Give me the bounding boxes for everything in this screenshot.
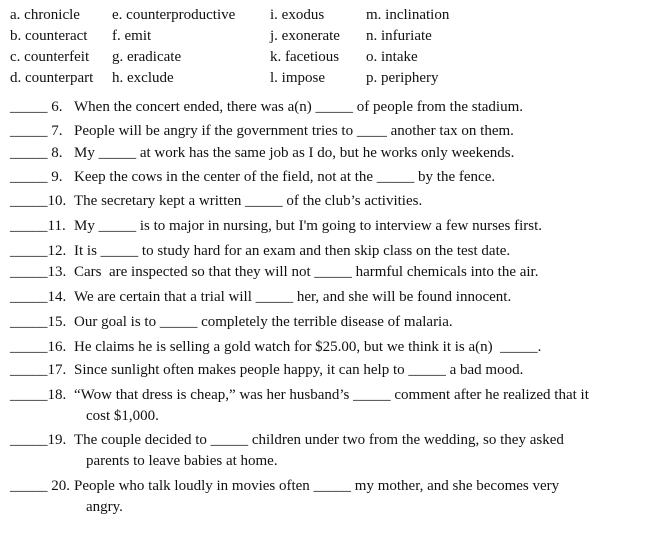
word-option: d. counterpart: [10, 70, 94, 86]
question-item-13: [10, 262, 640, 283]
question-item-17: [10, 360, 640, 381]
question-text: Our goal is to _____ completely the terrible disease of malaria.: [74, 314, 453, 330]
question-item-6: [10, 97, 640, 118]
question-text: We are certain that a trial will _____ her, and she will be found innocent.: [74, 289, 512, 305]
word-bank: [10, 5, 510, 91]
answer-blank-number[interactable]: _____18.: [10, 387, 67, 403]
word-option: f. emit: [112, 28, 152, 44]
word-bank-column-4: [366, 5, 449, 89]
question-text: The secretary kept a written _____ of the club’s activities.: [74, 193, 423, 209]
answer-blank-number[interactable]: _____15.: [10, 314, 67, 330]
question-item-9: [10, 167, 640, 188]
question-text: My _____ is to major in nursing, but I'm going to interview a few nurses first.: [74, 218, 543, 234]
answer-blank-number[interactable]: _____11.: [10, 218, 66, 234]
answer-blank-number[interactable]: _____12.: [10, 243, 67, 259]
question-text: Keep the cows in the center of the field, not at the _____ by the fence.: [74, 169, 496, 185]
question-item-14: [10, 287, 640, 308]
word-option: a. chronicle: [10, 7, 80, 23]
question-text: The couple decided to _____ children under two from the wedding, so they asked: [74, 432, 564, 448]
question-item-7: [10, 121, 640, 142]
answer-blank-number[interactable]: _____ 6.: [10, 99, 63, 115]
question-text: It is _____ to study hard for an exam and then skip class on the test date.: [74, 243, 511, 259]
word-option: j. exonerate: [270, 28, 340, 44]
answer-blank-number[interactable]: _____16.: [10, 339, 67, 355]
answer-blank-number[interactable]: _____ 9.: [10, 169, 63, 185]
word-option: h. exclude: [112, 70, 174, 86]
question-text: People who talk loudly in movies often _____ my mother, and she becomes very: [74, 478, 560, 494]
word-option: g. eradicate: [112, 49, 182, 65]
word-option: b. counteract: [10, 28, 88, 44]
answer-blank-number[interactable]: _____13.: [10, 264, 67, 280]
question-text-continuation: cost $1,000.: [86, 408, 159, 424]
question-text: When the concert ended, there was a(n) _____ of people from the stadium.: [74, 99, 524, 115]
word-option: c. counterfeit: [10, 49, 90, 65]
word-bank-column-3: [270, 5, 340, 89]
question-text: He claims he is selling a gold watch for $25.00, but we think it is a(n) _____.: [74, 339, 542, 355]
word-option: n. infuriate: [366, 28, 432, 44]
word-option: o. intake: [366, 49, 418, 65]
question-text: People will be angry if the government tries to ____ another tax on them.: [74, 123, 514, 139]
word-option: l. impose: [270, 70, 325, 86]
question-item-19: [10, 430, 640, 472]
question-text-continuation: parents to leave babies at home.: [86, 453, 278, 469]
question-text-continuation: angry.: [86, 499, 123, 515]
question-text: Cars are inspected so that they will not _____ harmful chemicals into the air.: [74, 264, 539, 280]
question-item-16: [10, 337, 640, 358]
answer-blank-number[interactable]: _____ 7.: [10, 123, 63, 139]
word-bank-column-2: [112, 5, 235, 89]
question-item-11: [10, 216, 640, 237]
question-item-12: [10, 241, 640, 262]
question-item-10: [10, 191, 640, 212]
answer-blank-number[interactable]: _____14.: [10, 289, 67, 305]
word-option: i. exodus: [270, 7, 325, 23]
question-text: Since sunlight often makes people happy, it can help to _____ a bad mood.: [74, 362, 524, 378]
question-item-20: [10, 476, 640, 518]
question-text: My _____ at work has the same job as I do, but he works only weekends.: [74, 145, 515, 161]
answer-blank-number[interactable]: _____ 20.: [10, 478, 70, 494]
word-option: k. facetious: [270, 49, 340, 65]
question-item-8: [10, 143, 640, 164]
word-bank-column-1: [10, 5, 93, 89]
question-item-18: [10, 385, 640, 427]
word-option: e. counterproductive: [112, 7, 236, 23]
word-option: m. inclination: [366, 7, 450, 23]
question-item-15: [10, 312, 640, 333]
word-option: p. periphery: [366, 70, 439, 86]
question-text: “Wow that dress is cheap,” was her husband’s _____ comment after he realized that it: [74, 387, 589, 403]
answer-blank-number[interactable]: _____19.: [10, 432, 67, 448]
answer-blank-number[interactable]: _____ 8.: [10, 145, 63, 161]
answer-blank-number[interactable]: _____10.: [10, 193, 67, 209]
answer-blank-number[interactable]: _____17.: [10, 362, 67, 378]
